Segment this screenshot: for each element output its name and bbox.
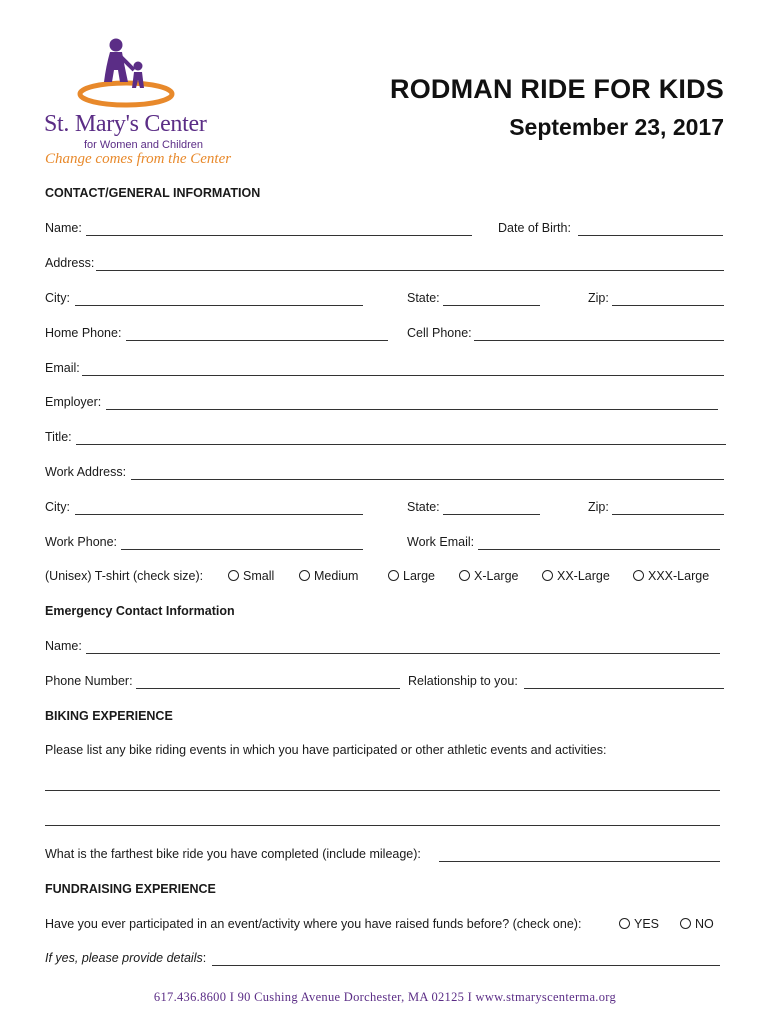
employer-label: Employer: — [45, 395, 102, 409]
emergency-name-field[interactable] — [86, 653, 720, 654]
logo-name: St. Mary's Center — [44, 111, 207, 137]
size-option-large[interactable]: Large — [388, 569, 435, 583]
work-address-field[interactable] — [131, 479, 724, 480]
state-field[interactable] — [443, 305, 540, 306]
address-field[interactable] — [96, 270, 724, 271]
size-option-medium[interactable]: Medium — [299, 569, 358, 583]
zip-field[interactable] — [612, 305, 724, 306]
size-option-xxlarge[interactable]: XX-Large — [542, 569, 610, 583]
radio-circle-icon[interactable] — [228, 570, 239, 581]
dob-field[interactable] — [578, 235, 723, 236]
logo-subtitle: for Women and Children — [84, 139, 204, 151]
tshirt-label: (Unisex) T-shirt (check size): — [45, 569, 204, 583]
radio-circle-icon[interactable] — [388, 570, 399, 581]
work-address-label: Work Address: — [45, 465, 127, 479]
radio-circle-icon[interactable] — [619, 918, 630, 929]
fundraising-question: Have you ever participated in an event/activity where you have raised funds before? (check one): — [45, 917, 582, 931]
event-date: September 23, 2017 — [509, 114, 724, 140]
details-field[interactable] — [212, 965, 720, 966]
work-phone-field[interactable] — [121, 549, 363, 550]
cell-phone-field[interactable] — [474, 340, 724, 341]
page-title: RODMAN RIDE FOR KIDS — [390, 74, 724, 104]
emergency-phone-field[interactable] — [136, 688, 400, 689]
biking-events-question: Please list any bike riding events in which you have participated or other athletic events and activities: — [45, 743, 607, 757]
biking-events-field-2[interactable] — [45, 825, 720, 826]
work-phone-label: Work Phone: — [45, 535, 118, 549]
state-label: State: — [407, 291, 440, 305]
name-field[interactable] — [86, 235, 472, 236]
home-phone-field[interactable] — [126, 340, 388, 341]
employer-field[interactable] — [106, 409, 718, 410]
work-email-label: Work Email: — [407, 535, 475, 549]
relationship-field[interactable] — [524, 688, 724, 689]
address-label: Address: — [45, 256, 95, 270]
logo-figures-icon — [76, 36, 176, 110]
work-state-label: State: — [407, 500, 440, 514]
cell-phone-label: Cell Phone: — [407, 326, 472, 340]
name-label: Name: — [45, 221, 82, 235]
work-zip-label: Zip: — [588, 500, 609, 514]
section-biking-heading: BIKING EXPERIENCE — [45, 709, 173, 723]
city-label: City: — [45, 291, 70, 305]
section-contact-heading: CONTACT/GENERAL INFORMATION — [45, 186, 261, 200]
email-label: Email: — [45, 361, 80, 375]
farthest-ride-question: What is the farthest bike ride you have completed (include mileage): — [45, 847, 421, 861]
emergency-name-label: Name: — [45, 639, 82, 653]
radio-circle-icon[interactable] — [542, 570, 553, 581]
logo-tagline: Change comes from the Center — [45, 151, 232, 167]
footer-contact: 617.436.8600 I 90 Cushing Avenue Dorchester, MA 02125 I www.stmaryscenterma.org — [153, 990, 617, 1004]
email-field[interactable] — [82, 375, 724, 376]
section-emergency-heading: Emergency Contact Information — [45, 604, 235, 618]
size-option-small[interactable]: Small — [228, 569, 274, 583]
section-fundraising-heading: FUNDRAISING EXPERIENCE — [45, 882, 216, 896]
details-label: If yes, please provide details: — [45, 951, 207, 965]
radio-circle-icon[interactable] — [633, 570, 644, 581]
work-city-field[interactable] — [75, 514, 363, 515]
work-city-label: City: — [45, 500, 70, 514]
zip-label: Zip: — [588, 291, 609, 305]
city-field[interactable] — [75, 305, 363, 306]
dob-label: Date of Birth: — [498, 221, 571, 235]
fundraising-yes-option[interactable]: YES — [619, 917, 659, 931]
work-email-field[interactable] — [478, 549, 720, 550]
title-label: Title: — [45, 430, 72, 444]
title-field[interactable] — [76, 444, 726, 445]
radio-circle-icon[interactable] — [459, 570, 470, 581]
radio-circle-icon[interactable] — [680, 918, 691, 929]
relationship-label: Relationship to you: — [408, 674, 518, 688]
size-option-xlarge[interactable]: X-Large — [459, 569, 518, 583]
biking-events-field-1[interactable] — [45, 790, 720, 791]
home-phone-label: Home Phone: — [45, 326, 122, 340]
emergency-phone-label: Phone Number: — [45, 674, 133, 688]
farthest-ride-field[interactable] — [439, 861, 720, 862]
work-zip-field[interactable] — [612, 514, 724, 515]
radio-circle-icon[interactable] — [299, 570, 310, 581]
size-option-xxxlarge[interactable]: XXX-Large — [633, 569, 709, 583]
work-state-field[interactable] — [443, 514, 540, 515]
fundraising-no-option[interactable]: NO — [680, 917, 714, 931]
